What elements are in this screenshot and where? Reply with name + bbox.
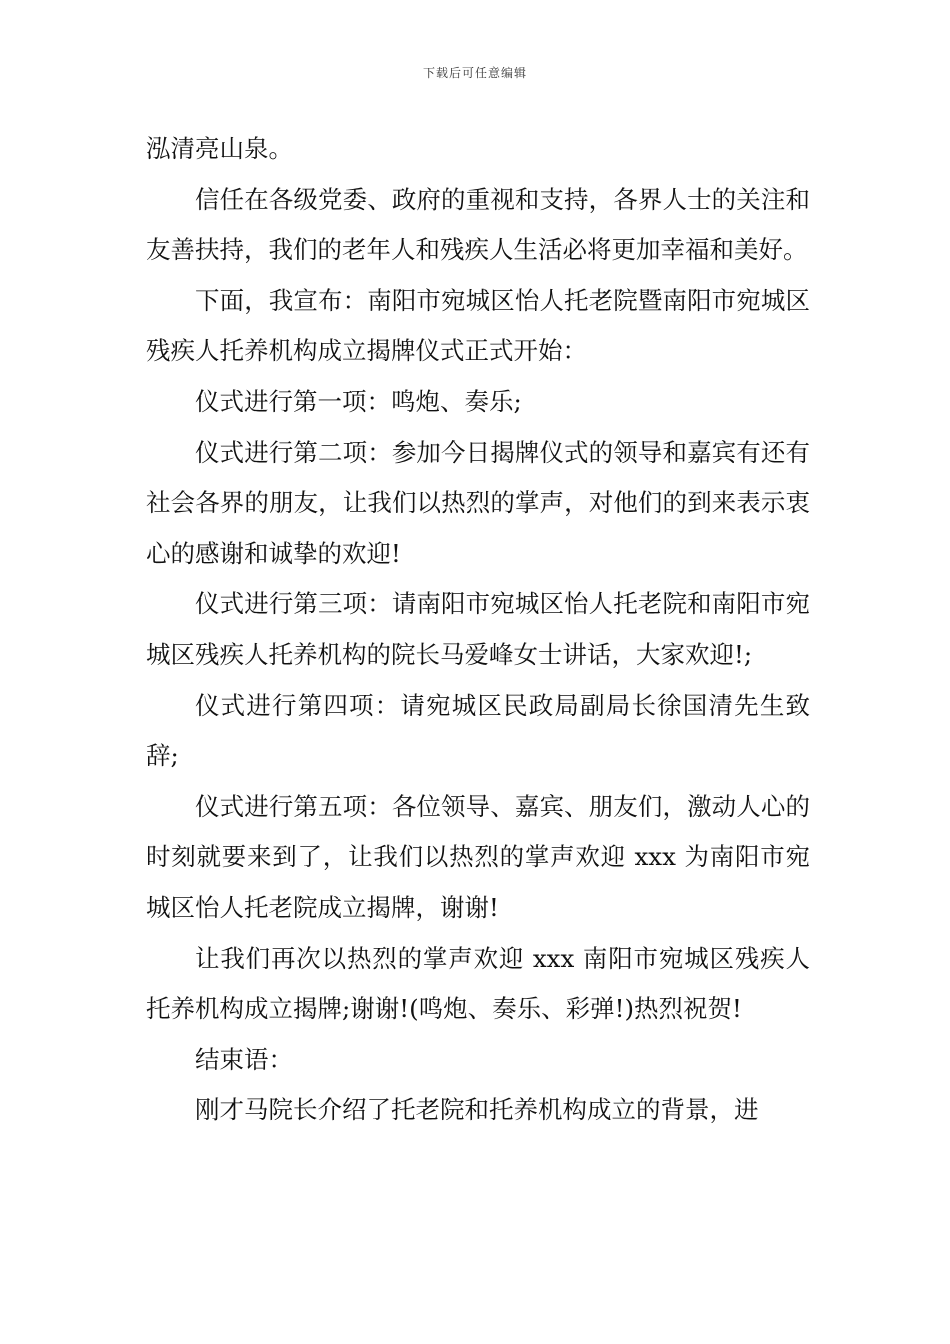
paragraph-trust: 信任在各级党委、政府的重视和支持，各界人士的关注和友善扶持，我们的老年人和残疾人生活必将更加幸福和美好。 — [146, 184, 810, 265]
paragraph-item-three: 仪式进行第三项：请南阳市宛城区怡人托老院和南阳市宛城区残疾人托养机构的院长马爱峰女士讲话，大家欢迎!; — [146, 589, 810, 669]
header-note: 下载后可任意编辑 — [422, 66, 527, 80]
paragraph-closing-text: 刚才马院长介绍了托老院和托养机构成立的背景，进 — [195, 1095, 759, 1125]
paragraph-item-four: 仪式进行第四项：请宛城区民政局副局长徐国清先生致辞; — [146, 690, 810, 771]
paragraph-welcome-again: 让我们再次以热烈的掌声欢迎 xxx 南阳市宛城区残疾人托养机构成立揭牌;谢谢!(鸣炮、奏乐、彩弹!)热烈祝贺! — [146, 943, 810, 1024]
paragraph-item-one: 仪式进行第一项：鸣炮、奏乐; — [195, 386, 522, 416]
paragraph-continued: 泓清亮山泉。 — [146, 134, 293, 163]
document-body — [146, 124, 810, 1136]
paragraph-item-five: 仪式进行第五项：各位领导、嘉宾、朋友们，激动人心的时刻就要来到了，让我们以热烈的掌声欢迎 xxx 为南阳市宛城区怡人托老院成立揭牌，谢谢! — [146, 791, 810, 922]
paragraph-closing-heading: 结束语： — [195, 1044, 293, 1074]
paragraph-item-two: 仪式进行第二项：参加今日揭牌仪式的领导和嘉宾有还有社会各界的朋友，让我们以热烈的掌声，对他们的到来表示衷心的感谢和诚挚的欢迎! — [146, 437, 810, 568]
paragraph-announcement: 下面，我宣布：南阳市宛城区怡人托老院暨南阳市宛城区残疾人托养机构成立揭牌仪式正式开始： — [146, 285, 810, 366]
